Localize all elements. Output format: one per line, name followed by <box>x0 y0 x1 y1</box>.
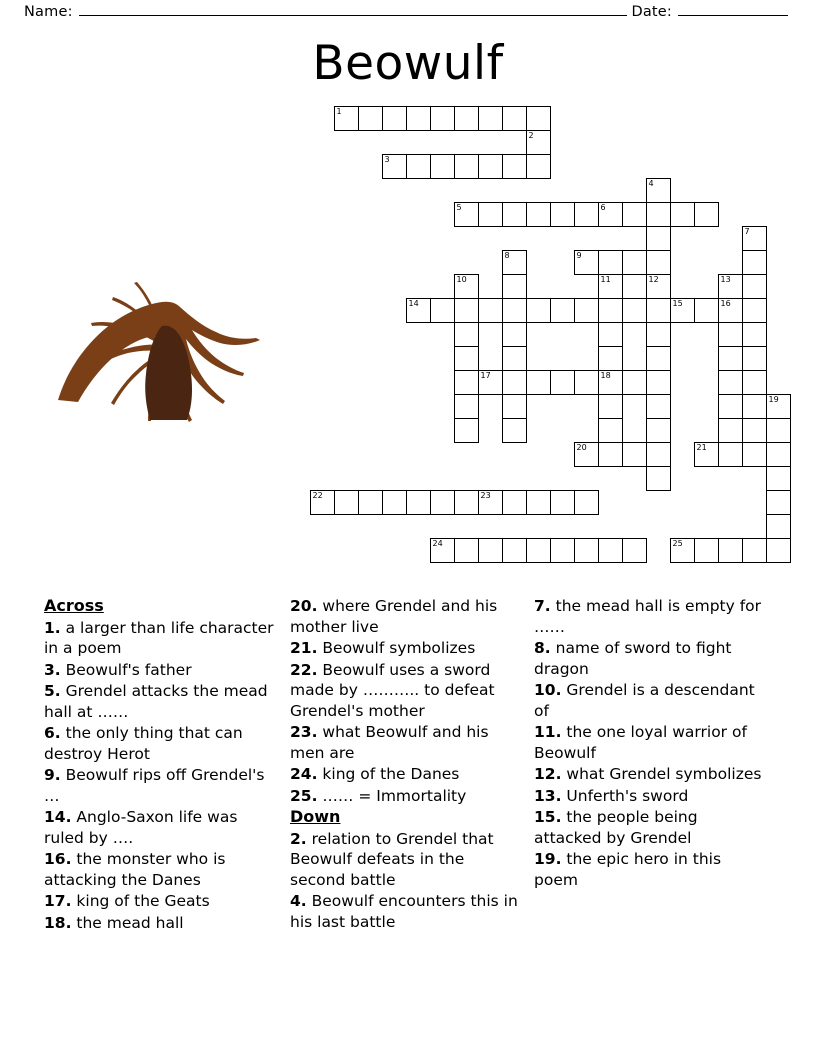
clue-text: king of the Danes <box>322 765 460 783</box>
crossword-cell[interactable] <box>718 370 743 395</box>
crossword-cell[interactable] <box>694 538 719 563</box>
crossword-cell[interactable] <box>574 250 599 275</box>
crossword-cell[interactable] <box>502 370 527 395</box>
clue-number: 6. <box>44 724 61 742</box>
crossword-cell[interactable] <box>502 490 527 515</box>
clue-text: where Grendel and his mother live <box>290 597 498 636</box>
clue-across-3 <box>44 660 280 681</box>
crossword-cell[interactable] <box>622 442 647 467</box>
clue-text: the epic hero in this poem <box>534 850 722 889</box>
crossword-cell[interactable] <box>430 106 455 131</box>
name-blank-line[interactable] <box>79 14 628 16</box>
clue-number: 13. <box>534 786 562 805</box>
crossword-cell[interactable] <box>718 298 743 323</box>
cell-number: 9 <box>576 251 582 260</box>
crossword-cell[interactable] <box>718 442 743 467</box>
clue-number: 8. <box>534 639 551 657</box>
clue-text: Beowulf encounters this in his last battle <box>290 892 518 931</box>
crossword-cell[interactable] <box>646 370 671 395</box>
crossword-cell[interactable] <box>646 418 671 443</box>
crossword-cell[interactable] <box>334 106 359 131</box>
crossword-cell[interactable] <box>622 538 647 563</box>
crossword-cell[interactable] <box>550 490 575 515</box>
crossword-cell[interactable] <box>646 298 671 323</box>
crossword-cell[interactable] <box>598 322 623 347</box>
crossword-cell[interactable] <box>742 298 767 323</box>
crossword-cell[interactable] <box>550 538 575 563</box>
crossword-cell[interactable] <box>742 538 767 563</box>
cell-number: 12 <box>648 275 659 284</box>
crossword-cell[interactable] <box>598 274 623 299</box>
crossword-cell[interactable] <box>718 418 743 443</box>
clue-down-8 <box>534 638 764 679</box>
clue-text: the mead hall <box>76 913 184 932</box>
clue-number: 10. <box>534 681 562 699</box>
crossword-cell[interactable] <box>598 442 623 467</box>
crossword-cell[interactable] <box>766 394 791 419</box>
crossword-cell[interactable] <box>334 490 359 515</box>
cell-number: 23 <box>480 491 491 500</box>
cell-number: 25 <box>672 539 683 548</box>
clue-across-14 <box>44 807 280 848</box>
crossword-cell[interactable] <box>694 298 719 323</box>
clue-across-22 <box>290 660 524 722</box>
cell-number: 11 <box>600 275 611 284</box>
clue-number: 5. <box>44 682 61 700</box>
crossword-cell[interactable] <box>646 178 671 203</box>
clue-text: Beowulf rips off Grendel's … <box>44 766 265 805</box>
crossword-cell[interactable] <box>646 394 671 419</box>
clue-text: Beowulf's father <box>65 660 192 679</box>
clue-down-10 <box>534 680 764 721</box>
clue-across-21 <box>290 638 524 659</box>
crossword-cell[interactable] <box>358 490 383 515</box>
crossword-cell[interactable] <box>646 202 671 227</box>
cell-number: 8 <box>504 251 510 260</box>
clue-number: 15. <box>534 808 562 826</box>
clue-number: 21. <box>290 639 318 657</box>
cell-number: 4 <box>648 179 654 188</box>
crossword-cell[interactable] <box>718 538 743 563</box>
crossword-cell[interactable] <box>478 106 503 131</box>
cell-number: 22 <box>312 491 323 500</box>
crossword-cell[interactable] <box>502 298 527 323</box>
crossword-cell[interactable] <box>742 370 767 395</box>
crossword-cell[interactable] <box>502 394 527 419</box>
clue-text: …… = Immortality <box>322 786 467 805</box>
crossword-cell[interactable] <box>526 202 551 227</box>
clue-down-2 <box>290 829 524 891</box>
clue-number: 24. <box>290 765 318 783</box>
crossword-cell[interactable] <box>358 106 383 131</box>
clue-text: relation to Grendel that Beowulf defeats in the second battle <box>290 829 494 889</box>
crossword-cell[interactable] <box>454 346 479 371</box>
crossword-cell[interactable] <box>526 490 551 515</box>
cell-number: 3 <box>384 155 390 164</box>
crossword-cell[interactable] <box>502 538 527 563</box>
clue-number: 9. <box>44 766 61 784</box>
date-label: Date: <box>631 4 672 20</box>
crossword-cell[interactable] <box>574 442 599 467</box>
crossword-cell[interactable] <box>406 154 431 179</box>
clue-text: Grendel attacks the mead hall at …… <box>44 682 268 721</box>
crossword-cell[interactable] <box>766 418 791 443</box>
name-date-row <box>24 4 792 20</box>
clue-across-18 <box>44 913 280 934</box>
crossword-cell[interactable] <box>646 250 671 275</box>
crossword-cell[interactable] <box>478 298 503 323</box>
crossword-cell[interactable] <box>526 298 551 323</box>
clue-number: 22. <box>290 660 318 679</box>
crossword-cell[interactable] <box>526 370 551 395</box>
clue-across-5 <box>44 681 280 722</box>
crossword-cell[interactable] <box>454 154 479 179</box>
clue-down-19 <box>534 849 764 890</box>
crossword-cell[interactable] <box>646 274 671 299</box>
crossword-cell[interactable] <box>382 154 407 179</box>
crossword-cell[interactable] <box>766 514 791 539</box>
crossword-cell[interactable] <box>742 274 767 299</box>
crossword-cell[interactable] <box>406 106 431 131</box>
crossword-cell[interactable] <box>622 298 647 323</box>
clue-text: what Beowulf and his men are <box>290 723 489 762</box>
clue-column-3 <box>534 596 774 934</box>
cell-number: 15 <box>672 299 683 308</box>
crossword-cell[interactable] <box>454 274 479 299</box>
clue-number: 23. <box>290 723 318 741</box>
page-title: Beowulf <box>312 36 504 91</box>
crossword-cell[interactable] <box>502 322 527 347</box>
crossword-cell[interactable] <box>670 538 695 563</box>
clue-across-9 <box>44 765 280 806</box>
crossword-cell[interactable] <box>502 418 527 443</box>
clue-number: 7. <box>534 597 551 615</box>
crossword-cell[interactable] <box>478 202 503 227</box>
crossword-cell[interactable] <box>502 154 527 179</box>
crossword-cell[interactable] <box>646 346 671 371</box>
clue-number: 12. <box>534 765 562 783</box>
clue-number: 2. <box>290 829 307 848</box>
crossword-cell[interactable] <box>478 370 503 395</box>
crossword-cell[interactable] <box>742 346 767 371</box>
clue-down-4 <box>290 891 524 932</box>
crossword-cell[interactable] <box>742 418 767 443</box>
clue-down-7 <box>534 596 764 637</box>
crossword-cell[interactable] <box>550 202 575 227</box>
clue-text: Unferth's sword <box>566 786 689 805</box>
crossword-cell[interactable] <box>670 202 695 227</box>
clue-number: 25. <box>290 786 318 805</box>
clue-number: 16. <box>44 850 72 868</box>
clue-text: the monster who is attacking the Danes <box>44 850 226 889</box>
cell-number: 5 <box>456 203 462 212</box>
clue-across-17 <box>44 891 280 912</box>
crossword-cell[interactable] <box>598 538 623 563</box>
crossword-cell[interactable] <box>454 370 479 395</box>
crossword-cell[interactable] <box>382 106 407 131</box>
crossword-cell[interactable] <box>622 202 647 227</box>
crossword-cell[interactable] <box>526 106 551 131</box>
crossword-cell[interactable] <box>598 346 623 371</box>
crossword-cell[interactable] <box>670 298 695 323</box>
crossword-cell[interactable] <box>742 250 767 275</box>
crossword-cell[interactable] <box>550 370 575 395</box>
cell-number: 17 <box>480 371 491 380</box>
across-heading: Across <box>44 596 104 615</box>
crossword-cell[interactable] <box>598 418 623 443</box>
crossword-cell[interactable] <box>502 274 527 299</box>
crossword-cell[interactable] <box>598 202 623 227</box>
crossword-cell[interactable] <box>742 322 767 347</box>
crossword-cell[interactable] <box>694 442 719 467</box>
clues-area <box>44 596 784 934</box>
clue-text: Grendel is a descendant of <box>534 681 755 720</box>
cell-number: 24 <box>432 539 443 548</box>
clue-text: Beowulf symbolizes <box>322 639 476 657</box>
crossword-cell[interactable] <box>718 274 743 299</box>
crossword-cell[interactable] <box>598 370 623 395</box>
crossword-cell[interactable] <box>622 370 647 395</box>
cell-number: 16 <box>720 299 731 308</box>
clue-across-25 <box>290 786 524 807</box>
crossword-cell[interactable] <box>718 394 743 419</box>
clue-text: Beowulf uses a sword made by ……….. to defeat Grendel's mother <box>290 660 495 720</box>
crossword-cell[interactable] <box>454 106 479 131</box>
clue-number: 19. <box>534 850 562 868</box>
clue-column-2 <box>290 596 534 934</box>
date-blank-line[interactable] <box>678 14 788 16</box>
cell-number: 18 <box>600 371 611 380</box>
clue-across-24 <box>290 764 524 785</box>
clue-down-15 <box>534 807 764 848</box>
crossword-cell[interactable] <box>742 442 767 467</box>
crossword-cell[interactable] <box>502 106 527 131</box>
crossword-cell[interactable] <box>694 202 719 227</box>
crossword-cell[interactable] <box>382 490 407 515</box>
cell-number: 6 <box>600 203 606 212</box>
clue-text: the one loyal warrior of Beowulf <box>534 723 747 762</box>
crossword-cell[interactable] <box>574 298 599 323</box>
crossword-cell[interactable] <box>574 490 599 515</box>
crossword-cell[interactable] <box>646 226 671 251</box>
crossword-cell[interactable] <box>406 298 431 323</box>
crossword-cell[interactable] <box>430 154 455 179</box>
crossword-cell[interactable] <box>574 538 599 563</box>
clue-across-16 <box>44 849 280 890</box>
clue-text: a larger than life character in a poem <box>44 618 274 657</box>
clue-number: 17. <box>44 892 72 910</box>
clue-across-1 <box>44 618 280 659</box>
cell-number: 7 <box>744 227 750 236</box>
crossword-cell[interactable] <box>766 466 791 491</box>
crossword-cell[interactable] <box>454 202 479 227</box>
crossword-cell[interactable] <box>502 250 527 275</box>
crossword-cell[interactable] <box>622 250 647 275</box>
crossword-cell[interactable] <box>646 466 671 491</box>
clue-text: what Grendel symbolizes <box>566 765 762 783</box>
crossword-cell[interactable] <box>526 130 551 155</box>
clue-down-11 <box>534 722 764 763</box>
cell-number: 20 <box>576 443 587 452</box>
cave-illustration <box>50 282 280 432</box>
clue-text: king of the Geats <box>76 892 210 910</box>
crossword-cell[interactable] <box>406 490 431 515</box>
crossword-cell[interactable] <box>598 298 623 323</box>
clue-across-6 <box>44 723 280 764</box>
clue-number: 4. <box>290 892 307 910</box>
crossword-cell[interactable] <box>766 490 791 515</box>
cell-number: 1 <box>336 107 342 116</box>
crossword-cell[interactable] <box>430 298 455 323</box>
crossword-cell[interactable] <box>598 394 623 419</box>
clue-text: the only thing that can destroy Herot <box>44 724 243 763</box>
crossword-cell[interactable] <box>742 394 767 419</box>
crossword-cell[interactable] <box>430 538 455 563</box>
crossword-cell[interactable] <box>454 394 479 419</box>
clue-number: 3. <box>44 660 61 679</box>
crossword-cell[interactable] <box>718 322 743 347</box>
clue-number: 20. <box>290 597 318 615</box>
crossword-cell[interactable] <box>574 202 599 227</box>
crossword-cell[interactable] <box>478 490 503 515</box>
cell-number: 13 <box>720 275 731 284</box>
crossword-cell[interactable] <box>454 322 479 347</box>
crossword-cell[interactable] <box>430 490 455 515</box>
clue-number: 11. <box>534 723 562 741</box>
cell-number: 19 <box>768 395 779 404</box>
crossword-cell[interactable] <box>598 250 623 275</box>
clue-text: Anglo-Saxon life was ruled by …. <box>44 808 238 847</box>
clue-down-12 <box>534 764 764 785</box>
name-label: Name: <box>24 4 73 20</box>
crossword-cell[interactable] <box>454 418 479 443</box>
crossword-cell[interactable] <box>646 442 671 467</box>
crossword-cell[interactable] <box>310 490 335 515</box>
crossword-cell[interactable] <box>526 538 551 563</box>
crossword-cell[interactable] <box>502 202 527 227</box>
clue-text: the mead hall is empty for …… <box>534 597 762 636</box>
clue-number: 1. <box>44 618 61 637</box>
crossword-cell[interactable] <box>766 538 791 563</box>
crossword-cell[interactable] <box>742 226 767 251</box>
crossword-cell[interactable] <box>502 346 527 371</box>
clue-number: 14. <box>44 808 72 826</box>
crossword-cell[interactable] <box>454 538 479 563</box>
clue-column-1 <box>44 596 290 934</box>
cell-number: 10 <box>456 275 467 284</box>
crossword-cell[interactable] <box>454 490 479 515</box>
crossword-cell[interactable] <box>526 154 551 179</box>
cell-number: 2 <box>528 131 534 140</box>
crossword-cell[interactable] <box>646 322 671 347</box>
crossword-cell[interactable] <box>454 298 479 323</box>
crossword-cell[interactable] <box>718 346 743 371</box>
clue-text: name of sword to fight dragon <box>534 639 732 678</box>
cell-number: 21 <box>696 443 707 452</box>
down-heading: Down <box>290 807 341 826</box>
crossword-cell[interactable] <box>574 370 599 395</box>
cell-number: 14 <box>408 299 419 308</box>
clue-text: the people being attacked by Grendel <box>534 808 698 847</box>
crossword-cell[interactable] <box>550 298 575 323</box>
crossword-cell[interactable] <box>766 442 791 467</box>
clue-across-20 <box>290 596 524 637</box>
clue-down-13 <box>534 786 764 807</box>
crossword-cell[interactable] <box>478 154 503 179</box>
clue-number: 18. <box>44 913 72 932</box>
clue-across-23 <box>290 722 524 763</box>
crossword-cell[interactable] <box>478 538 503 563</box>
